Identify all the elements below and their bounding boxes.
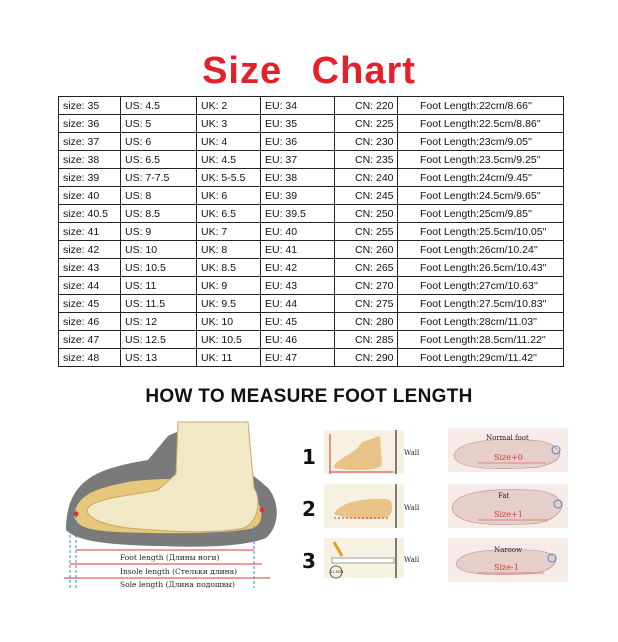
table-cell: US: 4.5: [121, 97, 197, 115]
table-cell: US: 11.5: [121, 295, 197, 313]
step-3: [302, 538, 420, 578]
table-cell: size: 42: [59, 241, 121, 259]
table-cell: EU: 38: [261, 169, 335, 187]
svg-text:3: 3: [302, 549, 316, 573]
foot-types: [448, 428, 568, 584]
table-cell: size: 46: [59, 313, 121, 331]
table-cell: US: 8.5: [121, 205, 197, 223]
table-cell: Foot Length:25.5cm/10.05'': [398, 223, 564, 241]
table-cell: Foot Length:26.5cm/10.43'': [398, 259, 564, 277]
table-cell: CN: 285: [335, 331, 398, 349]
table-cell: US: 10.5: [121, 259, 197, 277]
table-cell: CN: 235: [335, 151, 398, 169]
table-cell: Foot Length:26cm/10.24'': [398, 241, 564, 259]
table-cell: EU: 46: [261, 331, 335, 349]
table-cell: UK: 8: [197, 241, 261, 259]
table-cell: US: 6.5: [121, 151, 197, 169]
table-cell: Foot Length:23cm/9.05'': [398, 133, 564, 151]
table-row: [59, 349, 564, 367]
table-row: [59, 205, 564, 223]
table-cell: EU: 41: [261, 241, 335, 259]
table-cell: US: 11: [121, 277, 197, 295]
table-cell: size: 43: [59, 259, 121, 277]
table-cell: size: 47: [59, 331, 121, 349]
table-row: [59, 241, 564, 259]
svg-text:Size+0: Size+0: [494, 453, 523, 462]
size-chart-title: Size Chart: [202, 50, 416, 92]
table-cell: Foot Length:28cm/11.03'': [398, 313, 564, 331]
table-cell: size: 48: [59, 349, 121, 367]
how-to-measure-heading: HOW TO MEASURE FOOT LENGTH: [145, 386, 473, 407]
svg-text:1: 1: [302, 445, 316, 469]
table-cell: Foot Length:27.5cm/10.83'': [398, 295, 564, 313]
table-cell: US: 5: [121, 115, 197, 133]
table-cell: UK: 5-5.5: [197, 169, 261, 187]
table-cell: EU: 39.5: [261, 205, 335, 223]
table-cell: CN: 230: [335, 133, 398, 151]
table-cell: Foot Length:22.5cm/8.86'': [398, 115, 564, 133]
table-cell: CN: 255: [335, 223, 398, 241]
svg-text:Wall: Wall: [404, 556, 420, 564]
table-cell: size: 37: [59, 133, 121, 151]
table-cell: US: 7-7.5: [121, 169, 197, 187]
table-cell: EU: 45: [261, 313, 335, 331]
table-cell: size: 40.5: [59, 205, 121, 223]
table-cell: UK: 11: [197, 349, 261, 367]
measuring-steps: [298, 422, 436, 582]
table-cell: US: 12.5: [121, 331, 197, 349]
table-cell: size: 40: [59, 187, 121, 205]
table-row: [59, 151, 564, 169]
svg-text:Size+1: Size+1: [494, 510, 523, 519]
table-cell: UK: 2: [197, 97, 261, 115]
table-cell: UK: 6: [197, 187, 261, 205]
table-cell: CN: 280: [335, 313, 398, 331]
table-cell: UK: 7: [197, 223, 261, 241]
svg-text:2: 2: [302, 497, 316, 521]
table-cell: size: 38: [59, 151, 121, 169]
table-cell: Foot Length:25cm/9.85'': [398, 205, 564, 223]
table-cell: CN: 250: [335, 205, 398, 223]
table-cell: EU: 36: [261, 133, 335, 151]
table-cell: CN: 220: [335, 97, 398, 115]
insole-length-caption: Insole length (Стельки длина): [120, 567, 238, 576]
fat-foot: [448, 484, 568, 528]
sole-length-caption: Sole length (Длина подошвы): [120, 580, 235, 589]
foot-length-caption: Foot length (Длины ноги): [120, 553, 220, 562]
table-cell: Foot Length:22cm/8.66'': [398, 97, 564, 115]
table-cell: Foot Length:28.5cm/11.22'': [398, 331, 564, 349]
table-cell: CN: 225: [335, 115, 398, 133]
table-row: [59, 331, 564, 349]
table-cell: EU: 42: [261, 259, 335, 277]
table-cell: CN: 265: [335, 259, 398, 277]
table-row: [59, 277, 564, 295]
table-row: [59, 97, 564, 115]
table-row: [59, 313, 564, 331]
svg-text:Naroow: Naroow: [494, 546, 523, 554]
table-cell: size: 39: [59, 169, 121, 187]
table-cell: UK: 9.5: [197, 295, 261, 313]
table-cell: EU: 44: [261, 295, 335, 313]
table-cell: UK: 8.5: [197, 259, 261, 277]
table-cell: EU: 43: [261, 277, 335, 295]
table-cell: Foot Length:29cm/11.42'': [398, 349, 564, 367]
table-cell: size: 41: [59, 223, 121, 241]
svg-text:Normal foot: Normal foot: [486, 434, 529, 442]
shoe-diagram: [58, 418, 290, 590]
table-cell: US: 13: [121, 349, 197, 367]
table-cell: EU: 39: [261, 187, 335, 205]
table-row: [59, 187, 564, 205]
table-cell: US: 9: [121, 223, 197, 241]
svg-text:Wall: Wall: [404, 449, 420, 457]
table-cell: CN: 270: [335, 277, 398, 295]
table-cell: size: 45: [59, 295, 121, 313]
narrow-foot: [448, 538, 568, 582]
table-row: [59, 133, 564, 151]
table-cell: UK: 4.5: [197, 151, 261, 169]
table-cell: EU: 40: [261, 223, 335, 241]
table-cell: CN: 240: [335, 169, 398, 187]
table-cell: UK: 10.5: [197, 331, 261, 349]
table-cell: UK: 9: [197, 277, 261, 295]
table-row: [59, 169, 564, 187]
svg-text:Size-1: Size-1: [494, 563, 519, 572]
table-cell: US: 6: [121, 133, 197, 151]
table-cell: UK: 3: [197, 115, 261, 133]
table-row: [59, 115, 564, 133]
normal-foot: [448, 428, 568, 472]
size-table: [58, 96, 564, 367]
table-cell: CN: 275: [335, 295, 398, 313]
table-cell: size: 36: [59, 115, 121, 133]
table-cell: EU: 37: [261, 151, 335, 169]
table-cell: size: 35: [59, 97, 121, 115]
table-row: [59, 295, 564, 313]
table-cell: US: 12: [121, 313, 197, 331]
table-cell: EU: 47: [261, 349, 335, 367]
table-cell: Foot Length:27cm/10.63'': [398, 277, 564, 295]
table-cell: Foot Length:23.5cm/9.25'': [398, 151, 564, 169]
step-2: [302, 484, 420, 528]
table-cell: CN: 245: [335, 187, 398, 205]
table-row: [59, 259, 564, 277]
table-cell: UK: 6.5: [197, 205, 261, 223]
table-row: [59, 223, 564, 241]
table-cell: size: 44: [59, 277, 121, 295]
table-cell: CN: 260: [335, 241, 398, 259]
table-cell: US: 10: [121, 241, 197, 259]
table-cell: CN: 290: [335, 349, 398, 367]
table-cell: EU: 34: [261, 97, 335, 115]
step-1: [302, 430, 420, 474]
svg-text:11.5CM: 11.5CM: [330, 570, 344, 574]
table-cell: UK: 10: [197, 313, 261, 331]
table-cell: Foot Length:24.5cm/9.65'': [398, 187, 564, 205]
svg-text:Fat: Fat: [498, 492, 510, 500]
table-cell: UK: 4: [197, 133, 261, 151]
table-cell: EU: 35: [261, 115, 335, 133]
table-cell: Foot Length:24cm/9.45'': [398, 169, 564, 187]
table-cell: US: 8: [121, 187, 197, 205]
svg-text:Wall: Wall: [404, 504, 420, 512]
